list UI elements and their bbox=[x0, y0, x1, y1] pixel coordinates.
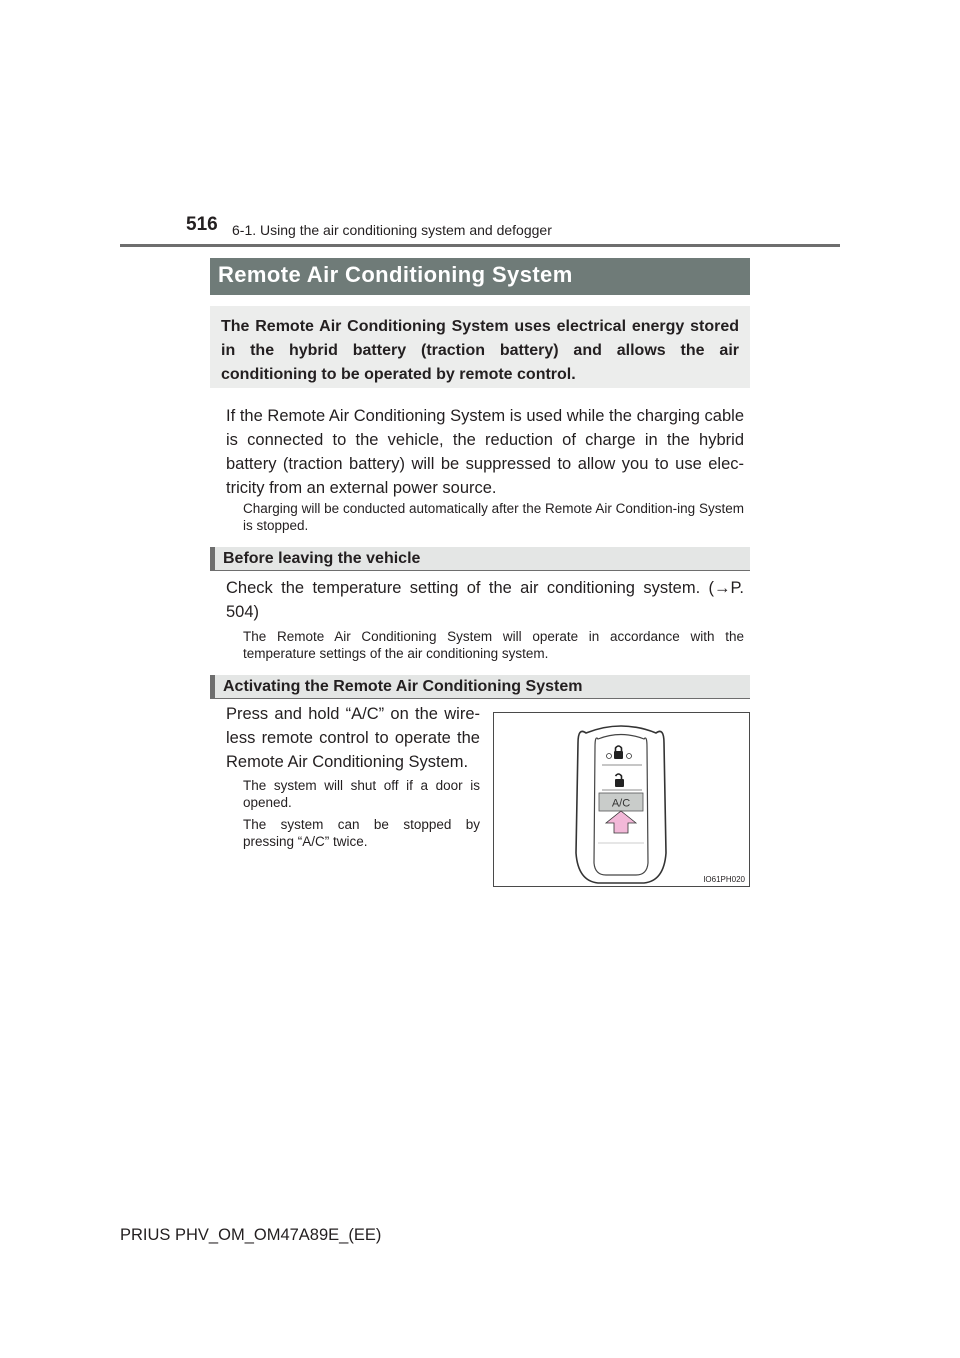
figure-code: IO61PH020 bbox=[703, 875, 745, 884]
remote-key-figure bbox=[493, 712, 750, 887]
note-door-opened: The system will shut off if a door is opened. bbox=[243, 778, 480, 810]
section-title: Remote Air Conditioning System bbox=[210, 258, 750, 295]
note-charging: Charging will be conducted automatically after the Remote Air Condition-ing System is stopped. bbox=[243, 501, 744, 533]
paragraph-temperature: Check the temperature setting of the air conditioning system. (→P. 504) bbox=[226, 579, 744, 621]
note-press-twice: The system can be stopped by pressing “A/C” twice. bbox=[243, 817, 480, 849]
remote-key-illustration bbox=[494, 713, 749, 886]
subheading-before-leaving: Before leaving the vehicle bbox=[210, 547, 750, 571]
page-number: 516 bbox=[186, 214, 218, 235]
running-header: 6-1. Using the air conditioning system and defogger bbox=[232, 222, 552, 238]
ac-button-label: A/C bbox=[611, 797, 631, 810]
intro-box: The Remote Air Conditioning System uses electrical energy stored in the hybrid battery (traction battery) and allows the air conditioning to be operated by remote control. bbox=[210, 306, 750, 388]
footer-doc-code: PRIUS PHV_OM_OM47A89E_(EE) bbox=[120, 1226, 382, 1244]
note-temperature: The Remote Air Conditioning System will operate in accordance with the temperature settings of the air conditioning system. bbox=[243, 629, 744, 661]
paragraph-press-hold: Press and hold “A/C” on the wire-less remote control to operate the Remote Air Conditioning System. bbox=[226, 705, 480, 771]
paragraph-charging: If the Remote Air Conditioning System is used while the charging cable is connected to the vehicle, the reduction of charge in the hybrid battery (traction battery) will be suppressed to allow you to use elec-tricity from an external power source. bbox=[226, 407, 744, 497]
header-rule bbox=[120, 244, 840, 247]
subheading-activating: Activating the Remote Air Conditioning System bbox=[210, 675, 750, 699]
